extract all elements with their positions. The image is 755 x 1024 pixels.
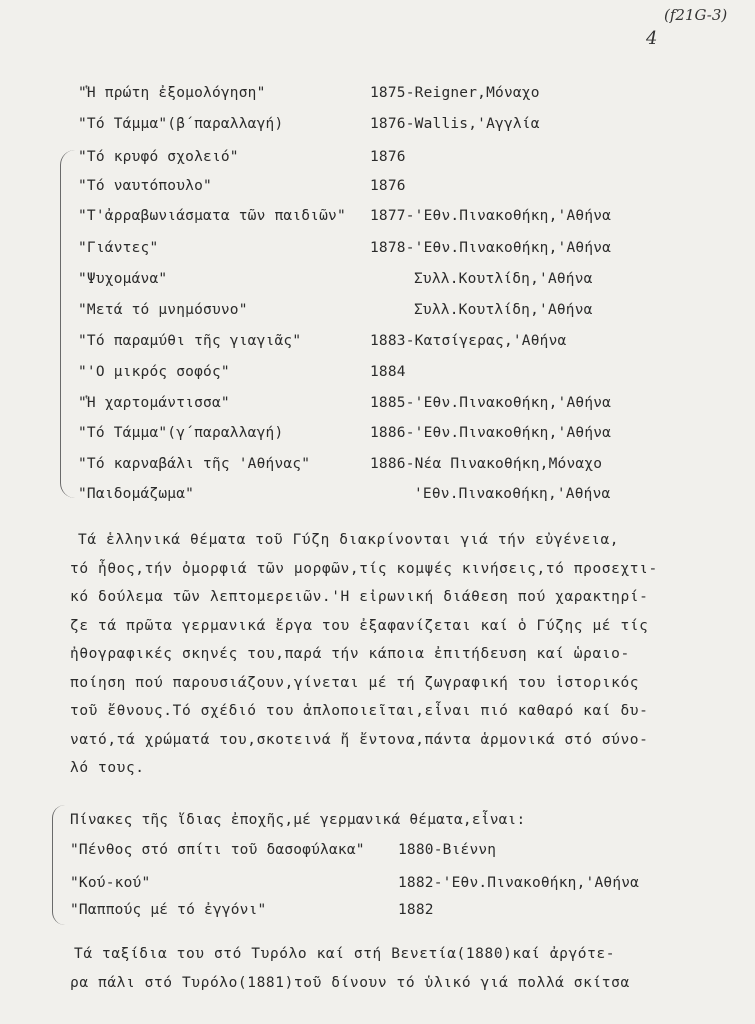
work-info: 1876 <box>370 178 406 194</box>
work-title: "Τό Τάμμα"(γ΄παραλλαγή) <box>78 425 284 441</box>
text-line: τό ἦθος,τήν ὀμορφιά τῶν μορφῶν,τίς κομψές κινήσεις,τό προσεχτι- <box>70 560 658 577</box>
work-title: "Τ'ἀρραβωνιάσματα τῶν παιδιῶν" <box>78 208 346 224</box>
work-info: 1877-'Εθν.Πινακοθήκη,'Αθήνα <box>370 208 612 224</box>
work-title: "Μετά τό μνημόσυνο" <box>78 302 248 318</box>
text-line: Τά ταξίδια του στό Τυρόλο καί στή Βενετία(1880)καί ἀργότε- <box>74 946 616 962</box>
margin-bracket-works <box>60 150 75 498</box>
text-line: κό δούλεμα τῶν λεπτομερειῶν.'Η εἰρωνική διάθεση πού χαρακτηρί- <box>70 589 649 605</box>
work-title: "Γιάντες" <box>78 240 159 256</box>
text-line: ποίηση πού παρουσιάζουν,γίνεται μέ τή ζωγραφική του ἱστορικός <box>70 674 640 691</box>
work-title: "Παππούς μέ τό ἐγγόνι" <box>70 902 267 918</box>
reference-code: (f21G-3) <box>664 6 728 24</box>
work-title: "'Ο μικρός σοφός" <box>78 364 230 380</box>
work-info: 1883-Κατσίγερας,'Αθήνα <box>370 333 567 349</box>
work-title: "Ἡ πρώτη ἐξομολόγηση" <box>78 85 266 101</box>
text-line: ἠθογραφικές σκηνές του,παρά τήν κάποια ἐπιτήδευση καί ὡραιο- <box>70 646 630 662</box>
text-line: ζε τά πρῶτα γερμανικά ἔργα του ἐξαφανίζεται καί ὁ Γύζης μέ τίς <box>70 617 649 634</box>
work-title: "Ψυχομάνα" <box>78 271 168 287</box>
work-info: 1880-Βιέννη <box>398 842 497 858</box>
work-title: "Πένθος στό σπίτι τοῦ δασοφύλακα" <box>70 842 365 858</box>
margin-bracket-german <box>52 805 65 925</box>
work-info: 1882 <box>398 902 434 918</box>
work-title: "Κού-κού" <box>70 875 151 891</box>
work-info: 1886-Νέα Πινακοθήκη,Μόναχο <box>370 456 603 472</box>
work-info: Συλλ.Κουτλίδη,'Αθήνα <box>414 302 593 318</box>
work-title: "Ἡ χαρτομάντισσα" <box>78 395 230 411</box>
work-title: "Τό κρυφό σχολειό" <box>78 149 239 165</box>
work-info: 1884 <box>370 364 406 380</box>
work-title: "Τό Τάμμα"(β΄παραλλαγή) <box>78 116 284 132</box>
work-title: "Τό καρναβάλι τῆς 'Αθήνας" <box>78 456 311 472</box>
work-info: 1876 <box>370 149 406 165</box>
paragraph-travels <box>70 946 710 1003</box>
work-title: "Τό ναυτόπουλο" <box>78 178 212 194</box>
paragraph-greek-themes <box>70 532 710 789</box>
page-number: 4 <box>646 28 658 49</box>
document-page: (f21G-3) 4 "Ἡ πρώτη ἐξομολόγηση" 1875-Reigner,Μόναχο "Τό Τάμμα"(β΄παραλλαγή) 1876-Wallis,'Αγγλία "Τό κρυφό σχολειό" 1876 "Τό ναυτόπουλο" 1876 "Τ'ἀρραβωνιάσματα τῶν παιδιῶν" 1877-'Εθν.Πινακοθήκη,'Αθήνα "Γιάντες" 1878-'Εθν.Πινακοθήκη,'Αθήνα "Ψυχομάνα" Συλλ.Κουτλίδη,'Αθήνα "Μετά τό μνημόσυνο" Συλλ.Κουτλίδη,'Αθήνα "Τό παραμύθι τῆς γιαγιᾶς" 1883-Κατσίγερας,'Αθήνα "'Ο μικρός σοφός" 1884 "Ἡ χαρτομάντισσα" 1885-'Εθν.Πινακοθήκη,'Αθήνα "Τό Τάμμα"(γ΄παραλλαγή) 1886-'Εθν.Πινακοθήκη,'Αθήνα "Τό καρναβάλι τῆς 'Αθήνας" 1886-Νέα Πινακοθήκη,Μόναχο "Παιδομάζωμα" 'Εθν.Πινακοθήκη,'Αθήνα Τά ἑλληνικά θέματα τοῦ Γύζη διακρίνονται γιά τήν εὐγένεια, τό ἦθος,τήν ὀμορφιά τῶν μορφῶν,τίς κομψές κινήσεις,τό προσεχτι- κό δούλεμα τῶν λεπτομερειῶν.'Η εἰρωνική διάθεση πού χαρακτηρί- ζε τά πρῶτα γερμανικά ἔργα του ἐξαφανίζεται καί ὁ Γύζης μέ τίς ἠθογραφικές σκηνές του,παρά τήν κάποια ἐπιτήδευση καί ὡραιο- ποίηση πού παρουσιάζουν,γίνεται μέ τή ζωγραφική του ἱστορικός τοῦ ἔθνους.Τό σχέδιό του ἁπλοποιεῖται,εἶναι πιό καθαρό καί δυ- νατό,τά χρώματά του,σκοτεινά ἤ ἔντονα,πάντα ἁρμονικά στό σύνο- λό τους. Πίνακες τῆς ἴδιας ἐποχῆς,μέ γερμανικά θέματα,εἶναι: "Πένθος στό σπίτι τοῦ δασοφύλακα" 1880-Βιέννη "Κού-κού" 1882-'Εθν.Πινακοθήκη,'Αθήνα "Παππούς μέ τό ἐγγόνι" 1882 Τά ταξίδια του στό Τυρόλο καί στή Βενετία(1880)καί ἀργότε- ρα πάλι στό Τυρόλο(1881)τοῦ δίνουν τό ὑλικό γιά πολλά σκίτσα <box>0 0 755 1024</box>
work-title: "Παιδομάζωμα" <box>78 486 195 502</box>
work-info: 1886-'Εθν.Πινακοθήκη,'Αθήνα <box>370 425 612 441</box>
work-info: 1885-'Εθν.Πινακοθήκη,'Αθήνα <box>370 395 612 411</box>
work-info: 1875-Reigner,Μόναχο <box>370 85 540 101</box>
text-line: τοῦ ἔθνους.Τό σχέδιό του ἁπλοποιεῖται,εἶναι πιό καθαρό καί δυ- <box>70 703 649 719</box>
work-info: 1882-'Εθν.Πινακοθήκη,'Αθήνα <box>398 875 640 891</box>
text-line: λό τους. <box>70 760 145 776</box>
work-info: 1876-Wallis,'Αγγλία <box>370 116 540 132</box>
work-info: 1878-'Εθν.Πινακοθήκη,'Αθήνα <box>370 240 612 256</box>
text-line: ρα πάλι στό Τυρόλο(1881)τοῦ δίνουν τό ὑλικό γιά πολλά σκίτσα <box>70 974 630 991</box>
work-title: "Τό παραμύθι τῆς γιαγιᾶς" <box>78 333 302 349</box>
text-line: Τά ἑλληνικά θέματα τοῦ Γύζη διακρίνονται γιά τήν εὐγένεια, <box>78 532 620 548</box>
work-info: Συλλ.Κουτλίδη,'Αθήνα <box>414 271 593 287</box>
text-line: νατό,τά χρώματά του,σκοτεινά ἤ ἔντονα,πάντα ἁρμονικά στό σύνο- <box>70 731 649 748</box>
work-info: 'Εθν.Πινακοθήκη,'Αθήνα <box>414 486 611 502</box>
